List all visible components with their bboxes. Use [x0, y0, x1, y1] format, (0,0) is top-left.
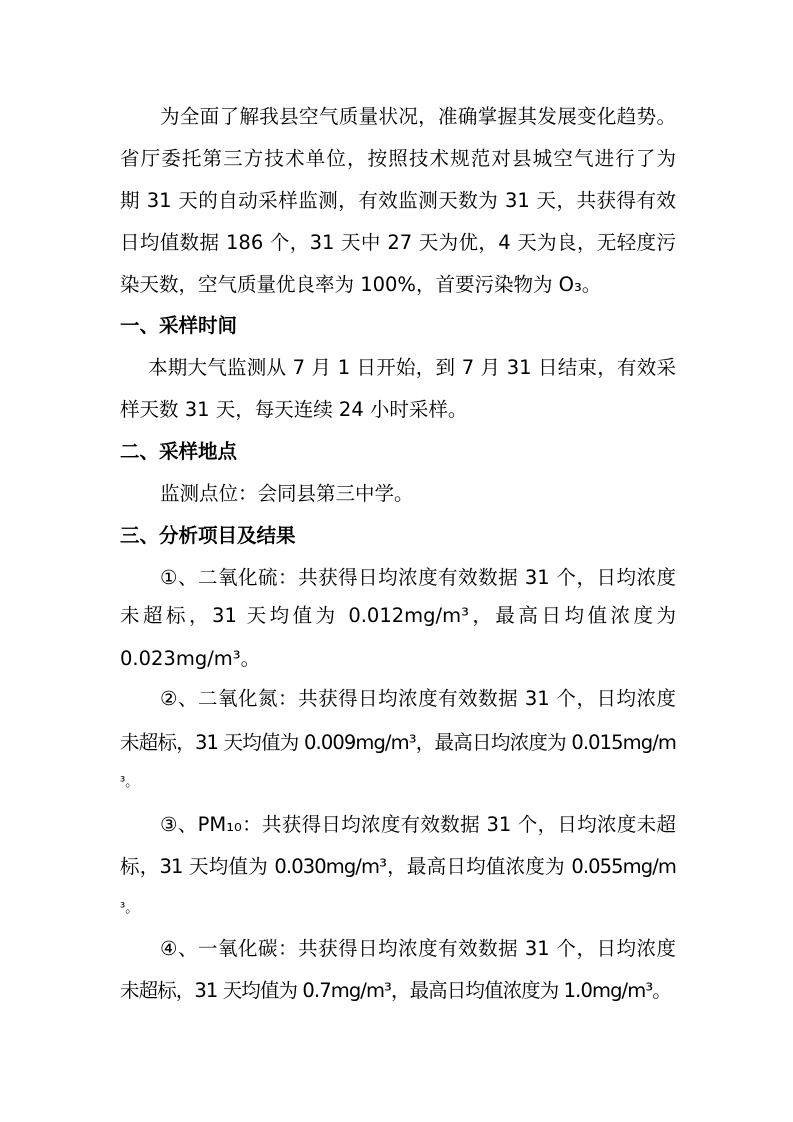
section-heading-sampling-location: 二、采样地点	[120, 440, 238, 463]
text-line: 标，31 天均值为 0.030mg/m³，最高日均值浓度为 0.055mg/m	[120, 855, 676, 878]
text-line: 染天数，空气质量优良率为 100%，首要污染物为 O₃。	[120, 273, 602, 296]
text-line: 未超标，31 天均值为 0.009mg/m³，最高日均浓度为 0.015mg/m	[120, 731, 676, 754]
text-line: 期 31 天的自动采样监测，有效监测天数为 31 天，共获得有效	[120, 189, 676, 212]
text-line: 本期大气监测从 7 月 1 日开始，到 7 月 31 日结束，有效采	[148, 356, 676, 379]
text-line: 为全面了解我县空气质量状况，准确掌握其发展变化趋势。	[160, 105, 676, 128]
text-line: ③、PM₁₀：共获得日均浓度有效数据 31 个，日均浓度未超	[160, 813, 676, 836]
text-line: ①、二氧化硫：共获得日均浓度有效数据 31 个，日均浓度	[160, 566, 676, 589]
section-heading-analysis-results: 三、分析项目及结果	[120, 524, 296, 547]
text-line: ④、一氧化碳：共获得日均浓度有效数据 31 个，日均浓度	[160, 937, 676, 960]
text-line: 0.023mg/m³。	[120, 647, 261, 670]
text-line: ②、二氧化氮：共获得日均浓度有效数据 31 个，日均浓度	[160, 687, 676, 710]
sampling-location-text: 监测点位：会同县第三中学。	[160, 482, 414, 505]
text-line: 样天数 31 天，每天连续 24 小时采样。	[120, 398, 468, 421]
text-line: ³。	[120, 775, 139, 790]
text-line: ³。	[120, 901, 139, 916]
section-heading-sampling-time: 一、采样时间	[120, 314, 238, 337]
text-line: 日均值数据 186 个，31 天中 27 天为优，4 天为良，无轻度污	[120, 231, 676, 254]
text-line: 未超标，31 天均值为 0.7mg/m³，最高日均值浓度为 1.0mg/m³。	[120, 979, 671, 1002]
text-line: 未超标，31 天均值为 0.012mg/m³，最高日均值浓度为	[120, 604, 676, 627]
text-line: 省厅委托第三方技术单位，按照技术规范对县城空气进行了为	[120, 147, 676, 170]
